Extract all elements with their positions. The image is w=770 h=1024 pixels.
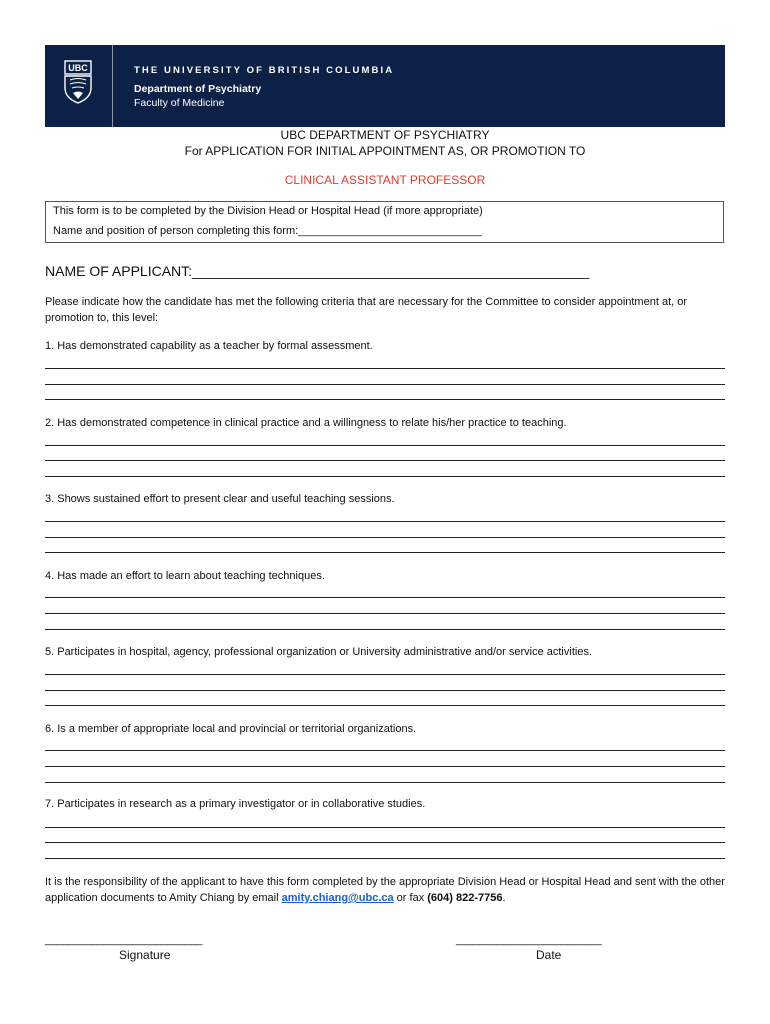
answer-line[interactable]: [45, 384, 725, 385]
criterion-3: 3. Shows sustained effort to present clear and useful teaching sessions.: [45, 493, 395, 505]
intro-instruction: This form is to be completed by the Division Head or Hospital Head (if more appropriate): [53, 205, 483, 217]
answer-line[interactable]: [45, 597, 725, 598]
closing-text-middle: or fax: [393, 892, 428, 904]
closing-text-end: .: [502, 892, 506, 904]
date-line[interactable]: _________________________: [456, 934, 602, 946]
criterion-1: 1. Has demonstrated capability as a teacher by formal assessment.: [45, 340, 373, 352]
closing-text: It is the responsibility of the applicant to have this form completed by the appropriate Division Head or Hospital Head and sent with the other application documents to Amity Chiang by email: [45, 876, 725, 904]
faculty-name: Faculty of Medicine: [134, 97, 225, 109]
answer-line[interactable]: [45, 460, 725, 461]
university-name: THE UNIVERSITY OF BRITISH COLUMBIA: [134, 65, 395, 76]
answer-line[interactable]: [45, 537, 725, 538]
criterion-4: 4. Has made an effort to learn about teaching techniques.: [45, 570, 325, 582]
answer-line[interactable]: [45, 782, 725, 783]
criterion-2: 2. Has demonstrated competence in clinical practice and a willingness to relate his/her practice to teaching.: [45, 417, 567, 429]
logo-panel: [45, 45, 113, 127]
answer-line[interactable]: [45, 858, 725, 859]
intro-box: [45, 201, 724, 243]
answer-line[interactable]: [45, 445, 725, 446]
criterion-6: 6. Is a member of appropriate local and provincial or territorial organizations.: [45, 723, 417, 735]
signature-line[interactable]: ___________________________: [45, 934, 203, 946]
answer-line[interactable]: [45, 766, 725, 767]
rank-title: CLINICAL ASSISTANT PROFESSOR: [284, 173, 486, 187]
form-subtitle: For APPLICATION FOR INITIAL APPOINTMENT AS, OR PROMOTION TO: [184, 144, 586, 158]
fax-number: (604) 822-7756: [427, 892, 503, 904]
answer-line[interactable]: [45, 552, 725, 553]
signature-label: Signature: [119, 948, 171, 962]
logo-text: UBC: [68, 63, 88, 73]
applicant-name-field[interactable]: NAME OF APPLICANT:___________________________________________________: [45, 263, 590, 279]
answer-line[interactable]: [45, 705, 725, 706]
criterion-5: 5. Participates in hospital, agency, professional organization or University administrative and/or service activities.: [45, 646, 592, 658]
answer-line[interactable]: [45, 629, 725, 630]
answer-line[interactable]: [45, 613, 725, 614]
answer-line[interactable]: [45, 521, 725, 522]
answer-line[interactable]: [45, 399, 725, 400]
answer-line[interactable]: [45, 368, 725, 369]
completer-field[interactable]: Name and position of person completing this form:______________________________: [53, 225, 482, 237]
date-label: Date: [536, 948, 562, 962]
answer-line[interactable]: [45, 750, 725, 751]
department-name: Department of Psychiatry: [134, 83, 262, 95]
criterion-7: 7. Participates in research as a primary investigator or in collaborative studies.: [45, 798, 426, 810]
form-title: UBC DEPARTMENT OF PSYCHIATRY: [280, 128, 490, 142]
ubc-crest-logo: [64, 60, 92, 104]
contact-email-link[interactable]: amity.chiang@ubc.ca: [281, 892, 394, 904]
answer-line[interactable]: [45, 674, 725, 675]
answer-line[interactable]: [45, 842, 725, 843]
answer-line[interactable]: [45, 690, 725, 691]
closing-paragraph: [45, 874, 727, 906]
header-banner: [45, 45, 725, 127]
answer-line[interactable]: [45, 827, 725, 828]
answer-line[interactable]: [45, 476, 725, 477]
criteria-instructions: Please indicate how the candidate has met the following criteria that are necessary for the Committee to consider appointment at, or promotion to, this level:: [45, 296, 688, 324]
